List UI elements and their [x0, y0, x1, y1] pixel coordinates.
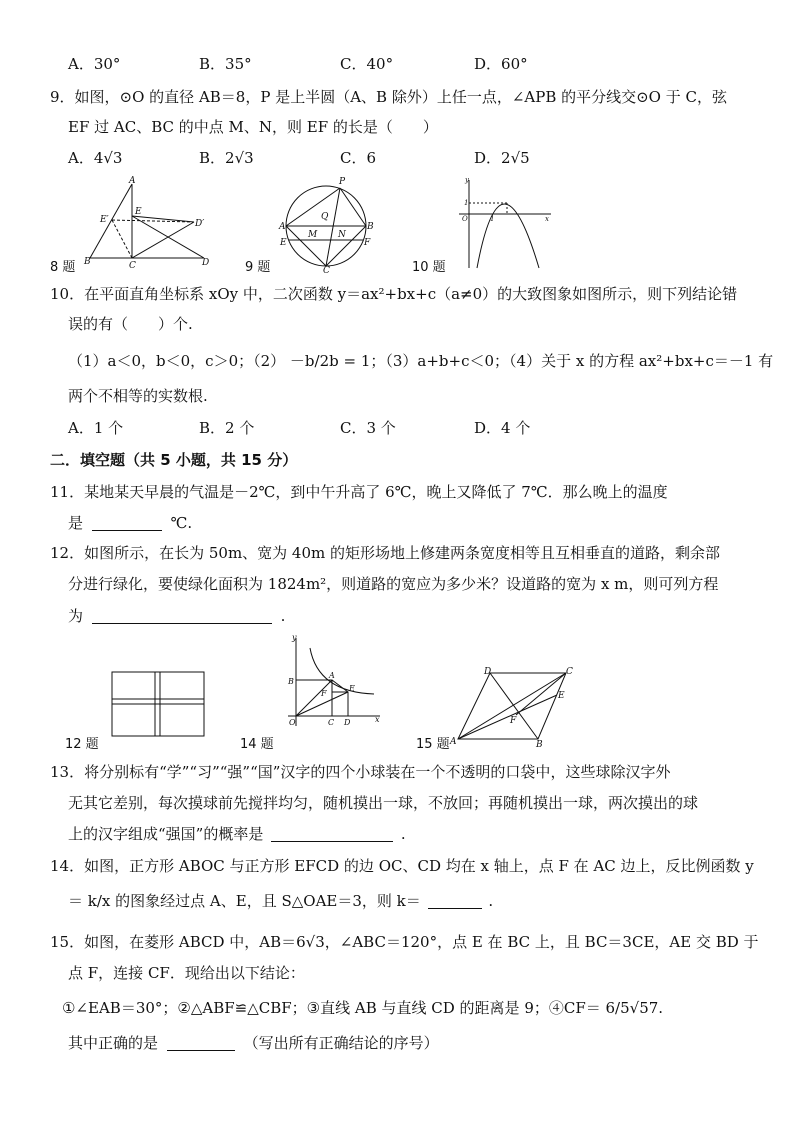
fig9-label-c: C	[323, 266, 330, 274]
fig14-label-o: O	[289, 718, 296, 727]
q8-option-a: A．30°	[68, 55, 121, 73]
fig9-label-e: E	[280, 238, 287, 248]
q10-line-2: 误的有（ ）个.	[68, 315, 193, 333]
q12-line-3	[68, 606, 285, 626]
q11-text-a: 是	[68, 514, 84, 532]
fig9-label-f: F	[364, 238, 371, 248]
fig9-label-b: B	[367, 222, 374, 232]
q14-text-b: .	[488, 892, 494, 910]
fig8-label-c: C	[129, 261, 136, 270]
q13-line-1: 13．将分别标有“学”“习”“强”“国”汉字的四个小球装在一个不透明的口袋中，这些球除汉字外	[50, 763, 671, 781]
q9-option-a: A．4√3	[68, 149, 123, 167]
figure-15	[446, 665, 578, 747]
fig14-label-f: F	[321, 689, 327, 698]
q15-answer-blank	[167, 1034, 235, 1051]
q10-line-3: （1）a＜0，b＜0，c＞0；（2） －b/2b = 1；（3）a+b+c＜0；（4）关于 x 的方程 ax²+bx+c＝－1 有	[68, 352, 774, 370]
q13-text-b: .	[400, 825, 406, 843]
q13-line-3	[68, 824, 406, 844]
q11-line-2	[68, 513, 192, 533]
q13-line-2: 无其它差别，每次摸球前先搅拌均匀，随机摸出一球，不放回；再随机摸出一球，两次摸出的球	[68, 794, 699, 812]
q9-option-d: D．2√5	[474, 149, 530, 167]
section-2-heading: 二．填空题（共 5 小题，共 15 分）	[50, 451, 298, 469]
q9-line-2: EF 过 AC、BC 的中点 M、N，则 EF 的长是（ ）	[68, 118, 438, 136]
fig14-label-a: A	[329, 671, 335, 680]
caption-q8: 8 题	[50, 260, 76, 275]
fig8-label-a: A	[129, 176, 136, 186]
fig15-label-c: C	[566, 667, 573, 677]
figure-12	[110, 670, 206, 738]
q8-option-d: D．60°	[474, 55, 528, 73]
q15-line-3: ①∠EAB＝30°；②△ABF≌△CBF；③直线 AB 与直线 CD 的距离是 9；④CF＝ 6/5√57.	[62, 999, 664, 1017]
q11-line-1: 11．某地某天早晨的气温是－2℃，到中午升高了 6℃，晚上又降低了 7℃．那么晚上的温度	[50, 483, 668, 501]
q15-text-b: （写出所有正确结论的序号）	[243, 1034, 439, 1052]
q12-line-2: 分进行绿化，要使绿化面积为 1824m²，则道路的宽应为多少米？设道路的宽为 x m，则可列方程	[68, 575, 719, 593]
q12-text-a: 为	[68, 607, 84, 625]
q15-line-2: 点 F，连接 CF．现给出以下结论：	[68, 964, 305, 982]
fig9-label-a: A	[279, 222, 286, 232]
fig10-label-x: x	[545, 215, 549, 223]
q14-text-a: ＝ k/x 的图象经过点 A、E，且 S△OAE＝3，则 k＝	[68, 892, 421, 910]
q15-text-a: 其中正确的是	[68, 1034, 159, 1052]
fig9-label-n: N	[338, 230, 346, 240]
q14-line-1: 14．如图，正方形 ABOC 与正方形 EFCD 的边 OC、CD 均在 x 轴上，点 F 在 AC 边上，反比例函数 y	[50, 857, 754, 875]
q13-text-a: 上的汉字组成“强国”的概率是	[68, 825, 264, 843]
fig15-label-f: F	[510, 716, 517, 726]
caption-q14: 14 题	[240, 737, 274, 752]
fig15-label-a: A	[450, 737, 457, 747]
q10-option-c: C．3 个	[340, 419, 396, 437]
q10-option-a: A．1 个	[68, 419, 124, 437]
fig14-label-x: x	[375, 715, 380, 724]
fig8-label-d-prime: D′	[195, 219, 205, 229]
fig10-label-1-x: 1	[490, 215, 495, 223]
q14-answer-blank	[428, 892, 482, 909]
caption-q9: 9 题	[245, 260, 271, 275]
fig14-label-y: y	[292, 634, 297, 642]
q15-line-4	[68, 1033, 439, 1053]
caption-q10: 10 题	[412, 260, 446, 275]
fig14-label-d: D	[344, 718, 351, 727]
q10-option-d: D．4 个	[474, 419, 531, 437]
caption-q12: 12 题	[65, 737, 99, 752]
fig10-label-1-y: 1	[464, 199, 469, 207]
q11-answer-blank	[92, 514, 162, 531]
fig8-label-e: E	[135, 207, 142, 217]
fig14-label-c: C	[328, 718, 335, 727]
q14-line-2	[68, 891, 493, 911]
figure-10	[455, 176, 555, 271]
q12-line-1: 12．如图所示，在长为 50m、宽为 40m 的矩形场地上修建两条宽度相等且互相垂直的道路，剩余部	[50, 544, 721, 562]
q8-option-c: C．40°	[340, 55, 394, 73]
fig8-label-d: D	[202, 258, 210, 268]
fig8-label-e-prime: E′	[100, 215, 109, 225]
fig10-label-y: y	[465, 176, 469, 184]
fig15-label-e: E	[558, 691, 565, 701]
q13-answer-blank	[271, 825, 393, 842]
q10-line-1: 10．在平面直角坐标系 xOy 中，二次函数 y＝ax²+bx+c（a≠0）的大致图象如图所示，则下列结论错	[50, 285, 738, 303]
q12-text-b: .	[280, 607, 286, 625]
fig9-label-q: Q	[321, 212, 329, 222]
q9-line-1: 9．如图，⊙O 的直径 AB＝8，P 是上半圆（A、B 除外）上任一点，∠APB 的平分线交⊙O 于 C，弦	[50, 88, 727, 106]
q9-option-b: B．2√3	[199, 149, 254, 167]
q8-option-b: B．35°	[199, 55, 252, 73]
fig9-label-p: P	[339, 177, 346, 187]
q10-line-4: 两个不相等的实数根.	[68, 387, 208, 405]
q12-answer-blank	[92, 607, 272, 624]
q10-option-b: B．2 个	[199, 419, 255, 437]
caption-q15: 15 题	[416, 737, 450, 752]
figure-9	[278, 174, 376, 274]
fig14-label-b: B	[288, 677, 294, 686]
figure-8	[82, 176, 217, 270]
q9-option-c: C．6	[340, 149, 377, 167]
fig15-label-b: B	[536, 740, 543, 747]
figure-14	[284, 634, 384, 730]
q11-text-b: ℃.	[170, 514, 193, 532]
fig9-label-m: M	[308, 230, 318, 240]
fig8-label-b: B	[84, 257, 91, 267]
fig15-label-d: D	[484, 667, 492, 677]
fig10-label-o: O	[462, 215, 468, 223]
q15-line-1: 15．如图，在菱形 ABCD 中，AB＝6√3，∠ABC＝120°，点 E 在 BC 上，且 BC＝3CE，AE 交 BD 于	[50, 933, 759, 951]
fig14-label-e: E	[349, 684, 355, 693]
